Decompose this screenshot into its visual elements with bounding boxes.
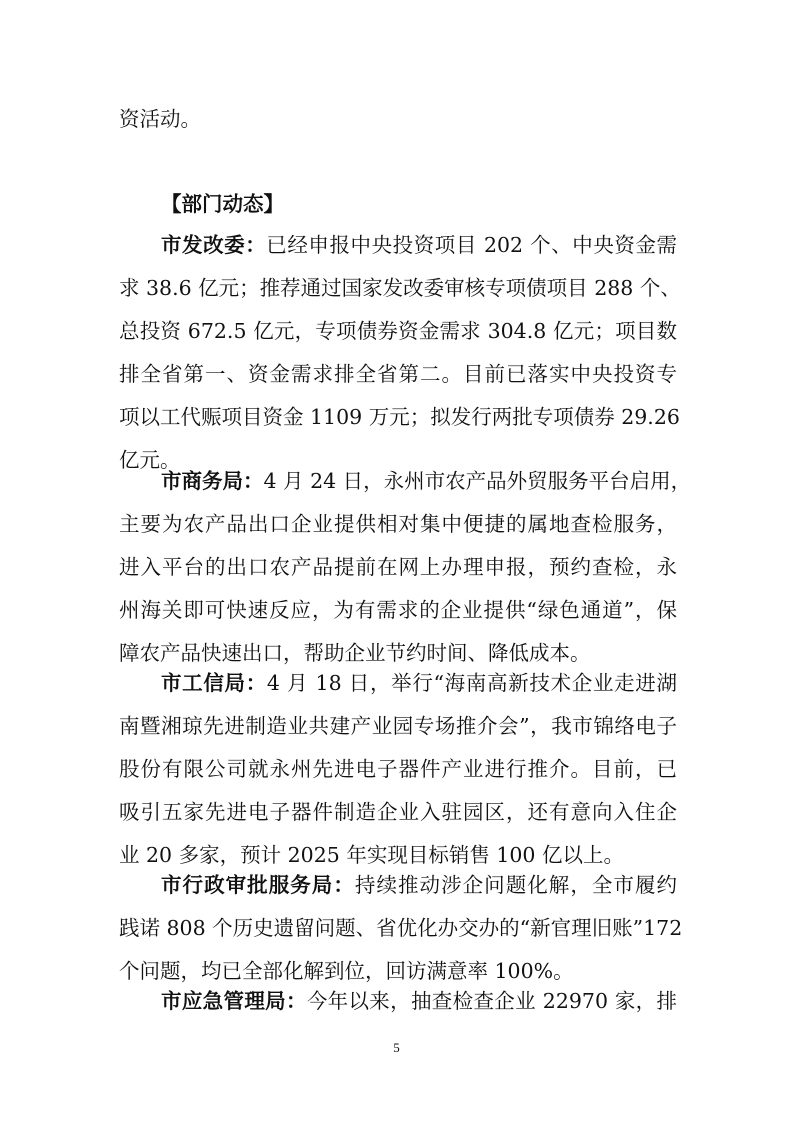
paragraph-line: 排全省第一、资金需求排全省第二。目前已落实中央投资专 [119,362,677,386]
department-name: 市商务局： [161,469,264,493]
continued-paragraph [119,98,677,141]
paragraph-text: 持续推动涉企问题化解，全市履约 [354,873,678,897]
paragraph-line: 亿元。 [119,448,181,472]
paragraph-line: 项以工代赈项目资金 1109 万元；拟发行两批专项债券 29.26 [119,405,680,429]
paragraph-line: 业 20 多家，预计 2025 年实现目标销售 100 亿以上。 [119,843,624,867]
dept-paragraph-gongxinju [119,662,677,877]
paragraph-text: 4 月 18 日，举行“海南高新技术企业走进湖 [266,671,677,695]
paragraph-line [119,224,677,267]
paragraph-tail: 资活动。 [119,107,201,131]
paragraph-line: 吸引五家先进电子器件制造企业入驻园区，还有意向入住企 [119,800,677,824]
paragraph-line [119,662,677,705]
paragraph-line: 障农产品快速出口，帮助企业节约时间、降低成本。 [119,641,591,665]
paragraph-line: 主要为农产品出口企业提供相对集中便捷的属地查检服务， [119,512,677,536]
page-number: 5 [393,1040,400,1055]
paragraph-line: 股份有限公司就永州先进电子器件产业进行推介。目前，已 [119,757,677,781]
section-heading: 【部门动态】 [161,192,284,216]
paragraph-text: 今年以来，抽查检查企业 22970 家，排 [306,989,678,1013]
paragraph-line: 求 38.6 亿元；推荐通过国家发改委审核专项债项目 288 个、 [119,276,681,300]
paragraph-line: 州海关即可快速反应，为有需求的企业提供“绿色通道”，保 [119,598,677,622]
paragraph-text: 已经申报中央投资项目 202 个、中央资金需 [266,233,677,257]
paragraph-line: 总投资 672.5 亿元，专项债券资金需求 304.8 亿元；项目数 [119,319,677,343]
paragraph-line: 进入平台的出口农产品提前在网上办理申报，预约查检，永 [119,555,677,579]
dept-paragraph-shangwuju [119,460,692,675]
department-name: 市应急管理局： [161,989,307,1013]
paragraph-line: 个问题，均已全部化解到位，回访满意率 100%。 [119,959,574,983]
department-name: 市工信局： [161,671,267,695]
paragraph-text: 4 月 24 日，永州市农产品外贸服务平台启用， [263,469,692,493]
paragraph-line [119,460,692,503]
paragraph-line [119,980,677,1023]
dept-paragraph-shenpiju [119,864,683,993]
section-heading-block [119,183,677,226]
paragraph-line [119,864,677,907]
paragraph-line: 南暨湘琼先进制造业共建产业园专场推介会”，我市锦络电子 [119,714,677,738]
paragraph-line: 践诺 808 个历史遗留问题、省优化办交办的“新官理旧账”172 [119,916,683,940]
dept-paragraph-yingjiju [119,980,677,1023]
department-name: 市发改委： [161,233,267,257]
dept-paragraph-fagaiwei [119,224,681,482]
department-name: 市行政审批服务局： [161,873,355,897]
